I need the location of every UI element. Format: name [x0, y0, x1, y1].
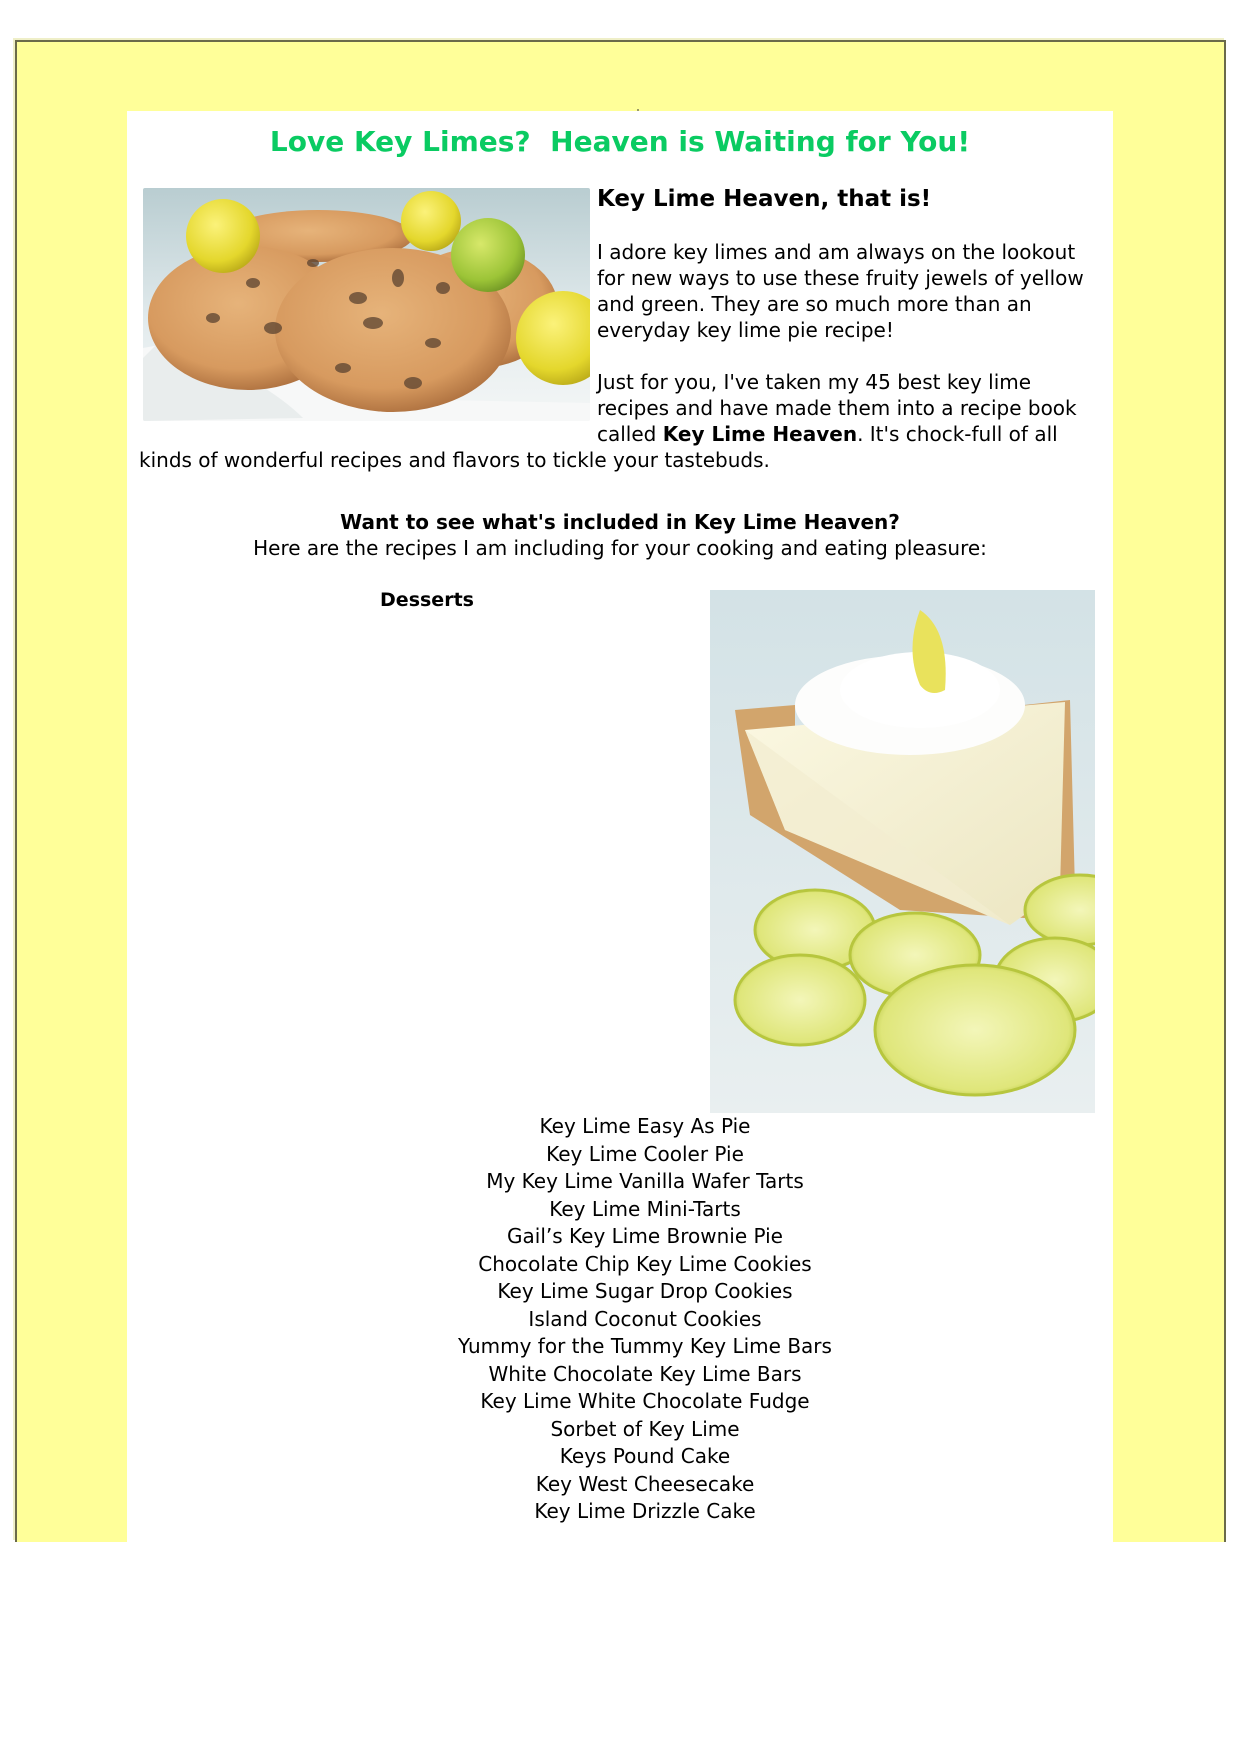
recipe-item: Key West Cheesecake — [535, 1471, 755, 1496]
content-panel — [127, 111, 1113, 1542]
recipe-item: Key Lime Drizzle Cake — [534, 1499, 756, 1523]
intro-paragraph-2-text-end: . It's chock-full of all kinds of wonderful recipes and flavors to tickle your tastebuds. — [139, 422, 1058, 472]
recipe-item: White Chocolate Key Lime Bars — [488, 1361, 802, 1386]
pie-photo — [710, 590, 1095, 1113]
book-title: Key Lime Heaven — [662, 422, 858, 446]
included-question: Want to see what's included in Key Lime Heaven? — [340, 510, 900, 534]
recipe-item: Gail’s Key Lime Brownie Pie — [507, 1224, 783, 1248]
recipe-item: Sorbet of Key Lime — [550, 1416, 740, 1441]
intro-paragraph-2-text: Just for you, I've taken my 45 best key lime recipes and have made them into a recipe book called — [597, 370, 1077, 446]
recipe-item: Yummy for the Tummy Key Lime Bars — [458, 1334, 832, 1358]
intro-subheading: Key Lime Heaven, that is! — [597, 186, 932, 212]
key-lime-pie-image — [710, 590, 1095, 1113]
recipe-item: Key Lime Easy As Pie — [539, 1114, 751, 1138]
recipe-item: My Key Lime Vanilla Wafer Tarts — [486, 1169, 804, 1193]
recipe-item: Key Lime White Chocolate Fudge — [480, 1389, 810, 1413]
included-lead: Here are the recipes I am including for your cooking and eating pleasure: — [253, 536, 987, 560]
page-title: Love Key Limes? Heaven is Waiting for You! — [269, 125, 971, 158]
recipe-item: Keys Pound Cake — [559, 1444, 731, 1468]
recipe-item: Key Lime Sugar Drop Cookies — [497, 1279, 793, 1303]
included-section — [127, 509, 1113, 561]
recipe-item: Key Lime Mini-Tarts — [549, 1196, 741, 1221]
intro-section — [139, 183, 1101, 499]
recipe-item: Chocolate Chip Key Lime Cookies — [478, 1251, 812, 1276]
recipe-item: Key Lime Cooler Pie — [546, 1141, 744, 1166]
desserts-heading: Desserts — [380, 589, 474, 611]
dessert-recipe-list — [127, 1113, 1163, 1526]
intro-paragraph-1: I adore key limes and am always on the lookout for new ways to use these fruity jewels of yellow and green. They are so much more than an everyday key lime pie recipe! — [597, 240, 1084, 342]
image-float-spacer — [139, 183, 597, 425]
recipe-item: Island Coconut Cookies — [528, 1306, 762, 1331]
